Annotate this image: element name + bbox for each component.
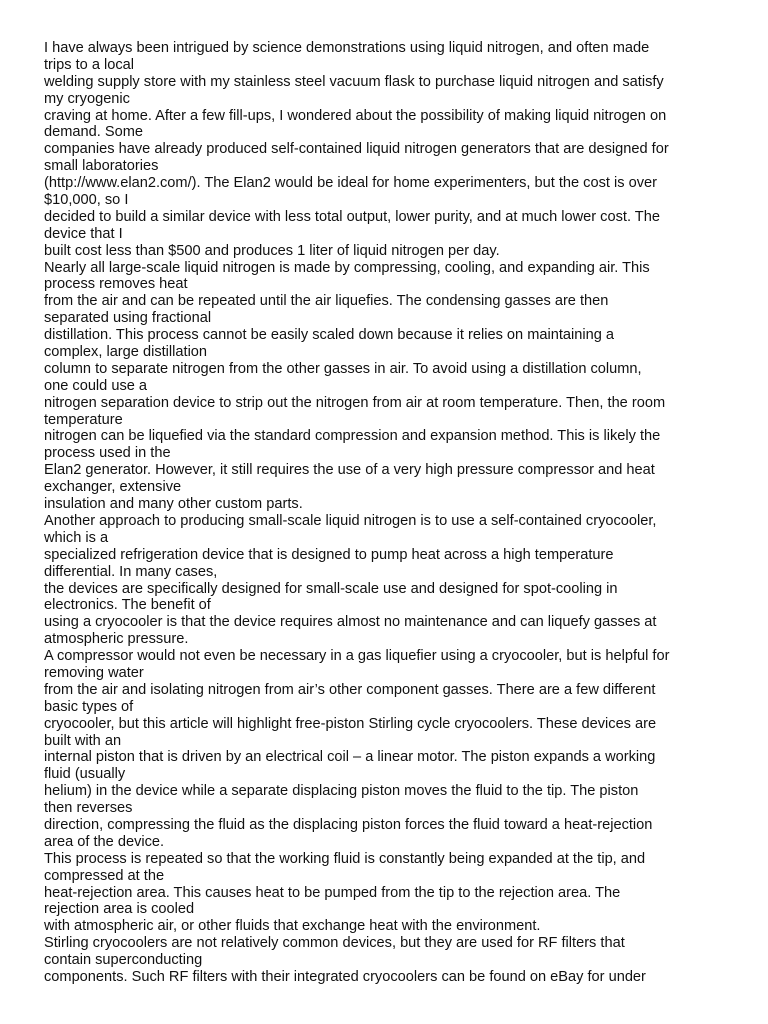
text-line: companies have already produced self-contained liquid nitrogen generators that are designed for xyxy=(44,141,669,158)
text-line: device that I xyxy=(44,225,123,242)
text-line: Nearly all large-scale liquid nitrogen is made by compressing, cooling, and expanding air. This xyxy=(44,259,650,276)
text-line: helium) in the device while a separate displacing piston moves the fluid to the tip. The piston xyxy=(44,783,639,800)
text-line: (http://www.elan2.com/). The Elan2 would be ideal for home experimenters, but the cost is over xyxy=(44,175,657,192)
text-line: small laboratories xyxy=(44,158,159,175)
text-line: I have always been intrigued by science demonstrations using liquid nitrogen, and often made xyxy=(44,40,650,56)
text-line: insulation and many other custom parts. xyxy=(44,496,303,513)
text-line: heat-rejection area. This causes heat to be pumped from the tip to the rejection area. The xyxy=(44,884,621,901)
text-line: welding supply store with my stainless steel vacuum flask to purchase liquid nitrogen and satisfy xyxy=(44,73,664,90)
text-line: separated using fractional xyxy=(44,310,212,327)
text-line: complex, large distillation xyxy=(44,344,208,361)
text-line: Another approach to producing small-scale liquid nitrogen is to use a self-contained cryocooler, xyxy=(44,512,657,529)
text-line: direction, compressing the fluid as the displacing piston forces the fluid toward a heat-rejection xyxy=(44,816,653,833)
text-line: the devices are specifically designed for small-scale use and designed for spot-cooling in xyxy=(44,580,618,597)
text-line: $10,000, so I xyxy=(44,192,129,209)
text-line: then reverses xyxy=(44,800,133,817)
text-line: my cryogenic xyxy=(44,90,130,107)
text-line: This process is repeated so that the working fluid is constantly being expanded at the tip, and xyxy=(44,850,646,867)
text-line: distillation. This process cannot be easily scaled down because it relies on maintaining a xyxy=(44,327,615,344)
text-line: internal piston that is driven by an electrical coil – a linear motor. The piston expands a working xyxy=(44,749,656,766)
text-line: column to separate nitrogen from the other gasses in air. To avoid using a distillation column, xyxy=(44,360,642,377)
text-line: rejection area is cooled xyxy=(44,901,195,918)
text-line: trips to a local xyxy=(44,56,135,73)
text-line: process used in the xyxy=(44,445,171,462)
text-line: A compressor would not even be necessary in a gas liquefier using a cryocooler, but is helpful for xyxy=(44,648,670,665)
text-line: cryocooler, but this article will highlight free-piston Stirling cycle cryocoolers. These devices are xyxy=(44,715,657,732)
text-line: built with an xyxy=(44,732,122,749)
text-line: demand. Some xyxy=(44,124,143,141)
text-line: components. Such RF filters with their integrated cryocoolers can be found on eBay for under xyxy=(44,968,646,985)
text-line: Stirling cryocoolers are not relatively common devices, but they are used for RF filters that xyxy=(44,935,625,952)
text-line: decided to build a similar device with less total output, lower purity, and at much lower cost. The xyxy=(44,208,660,225)
text-line: removing water xyxy=(44,664,144,681)
text-line: compressed at the xyxy=(44,867,165,884)
text-line: atmospheric pressure. xyxy=(44,631,189,648)
text-line: electronics. The benefit of xyxy=(44,597,211,614)
text-line: which is a xyxy=(44,529,109,546)
text-line: from the air and isolating nitrogen from air’s other component gasses. There are a few different xyxy=(44,681,656,698)
text-line: one could use a xyxy=(44,377,148,394)
text-line: craving at home. After a few fill-ups, I wondered about the possibility of making liquid nitrogen on xyxy=(44,107,667,124)
text-line: process removes heat xyxy=(44,276,188,293)
text-line: Elan2 generator. However, it still requires the use of a very high pressure compressor and heat xyxy=(44,462,655,479)
text-line: exchanger, extensive xyxy=(44,479,182,496)
text-line: using a cryocooler is that the device requires almost no maintenance and can liquefy gasses at xyxy=(44,614,657,631)
text-line: nitrogen separation device to strip out the nitrogen from air at room temperature. Then, the room xyxy=(44,394,666,411)
text-line: basic types of xyxy=(44,698,134,715)
text-line: contain superconducting xyxy=(44,952,203,969)
text-line: built cost less than $500 and produces 1 liter of liquid nitrogen per day. xyxy=(44,242,500,259)
text-line: fluid (usually xyxy=(44,766,126,783)
text-line: temperature xyxy=(44,411,123,428)
text-line: area of the device. xyxy=(44,833,165,850)
text-line: with atmospheric air, or other fluids that exchange heat with the environment. xyxy=(44,918,541,935)
text-line: specialized refrigeration device that is designed to pump heat across a high temperature xyxy=(44,546,614,563)
text-line: from the air and can be repeated until the air liquefies. The condensing gasses are then xyxy=(44,293,609,310)
text-line: nitrogen can be liquefied via the standard compression and expansion method. This is likely the xyxy=(44,428,661,445)
text-line: differential. In many cases, xyxy=(44,563,218,580)
document-body-text xyxy=(44,40,744,986)
